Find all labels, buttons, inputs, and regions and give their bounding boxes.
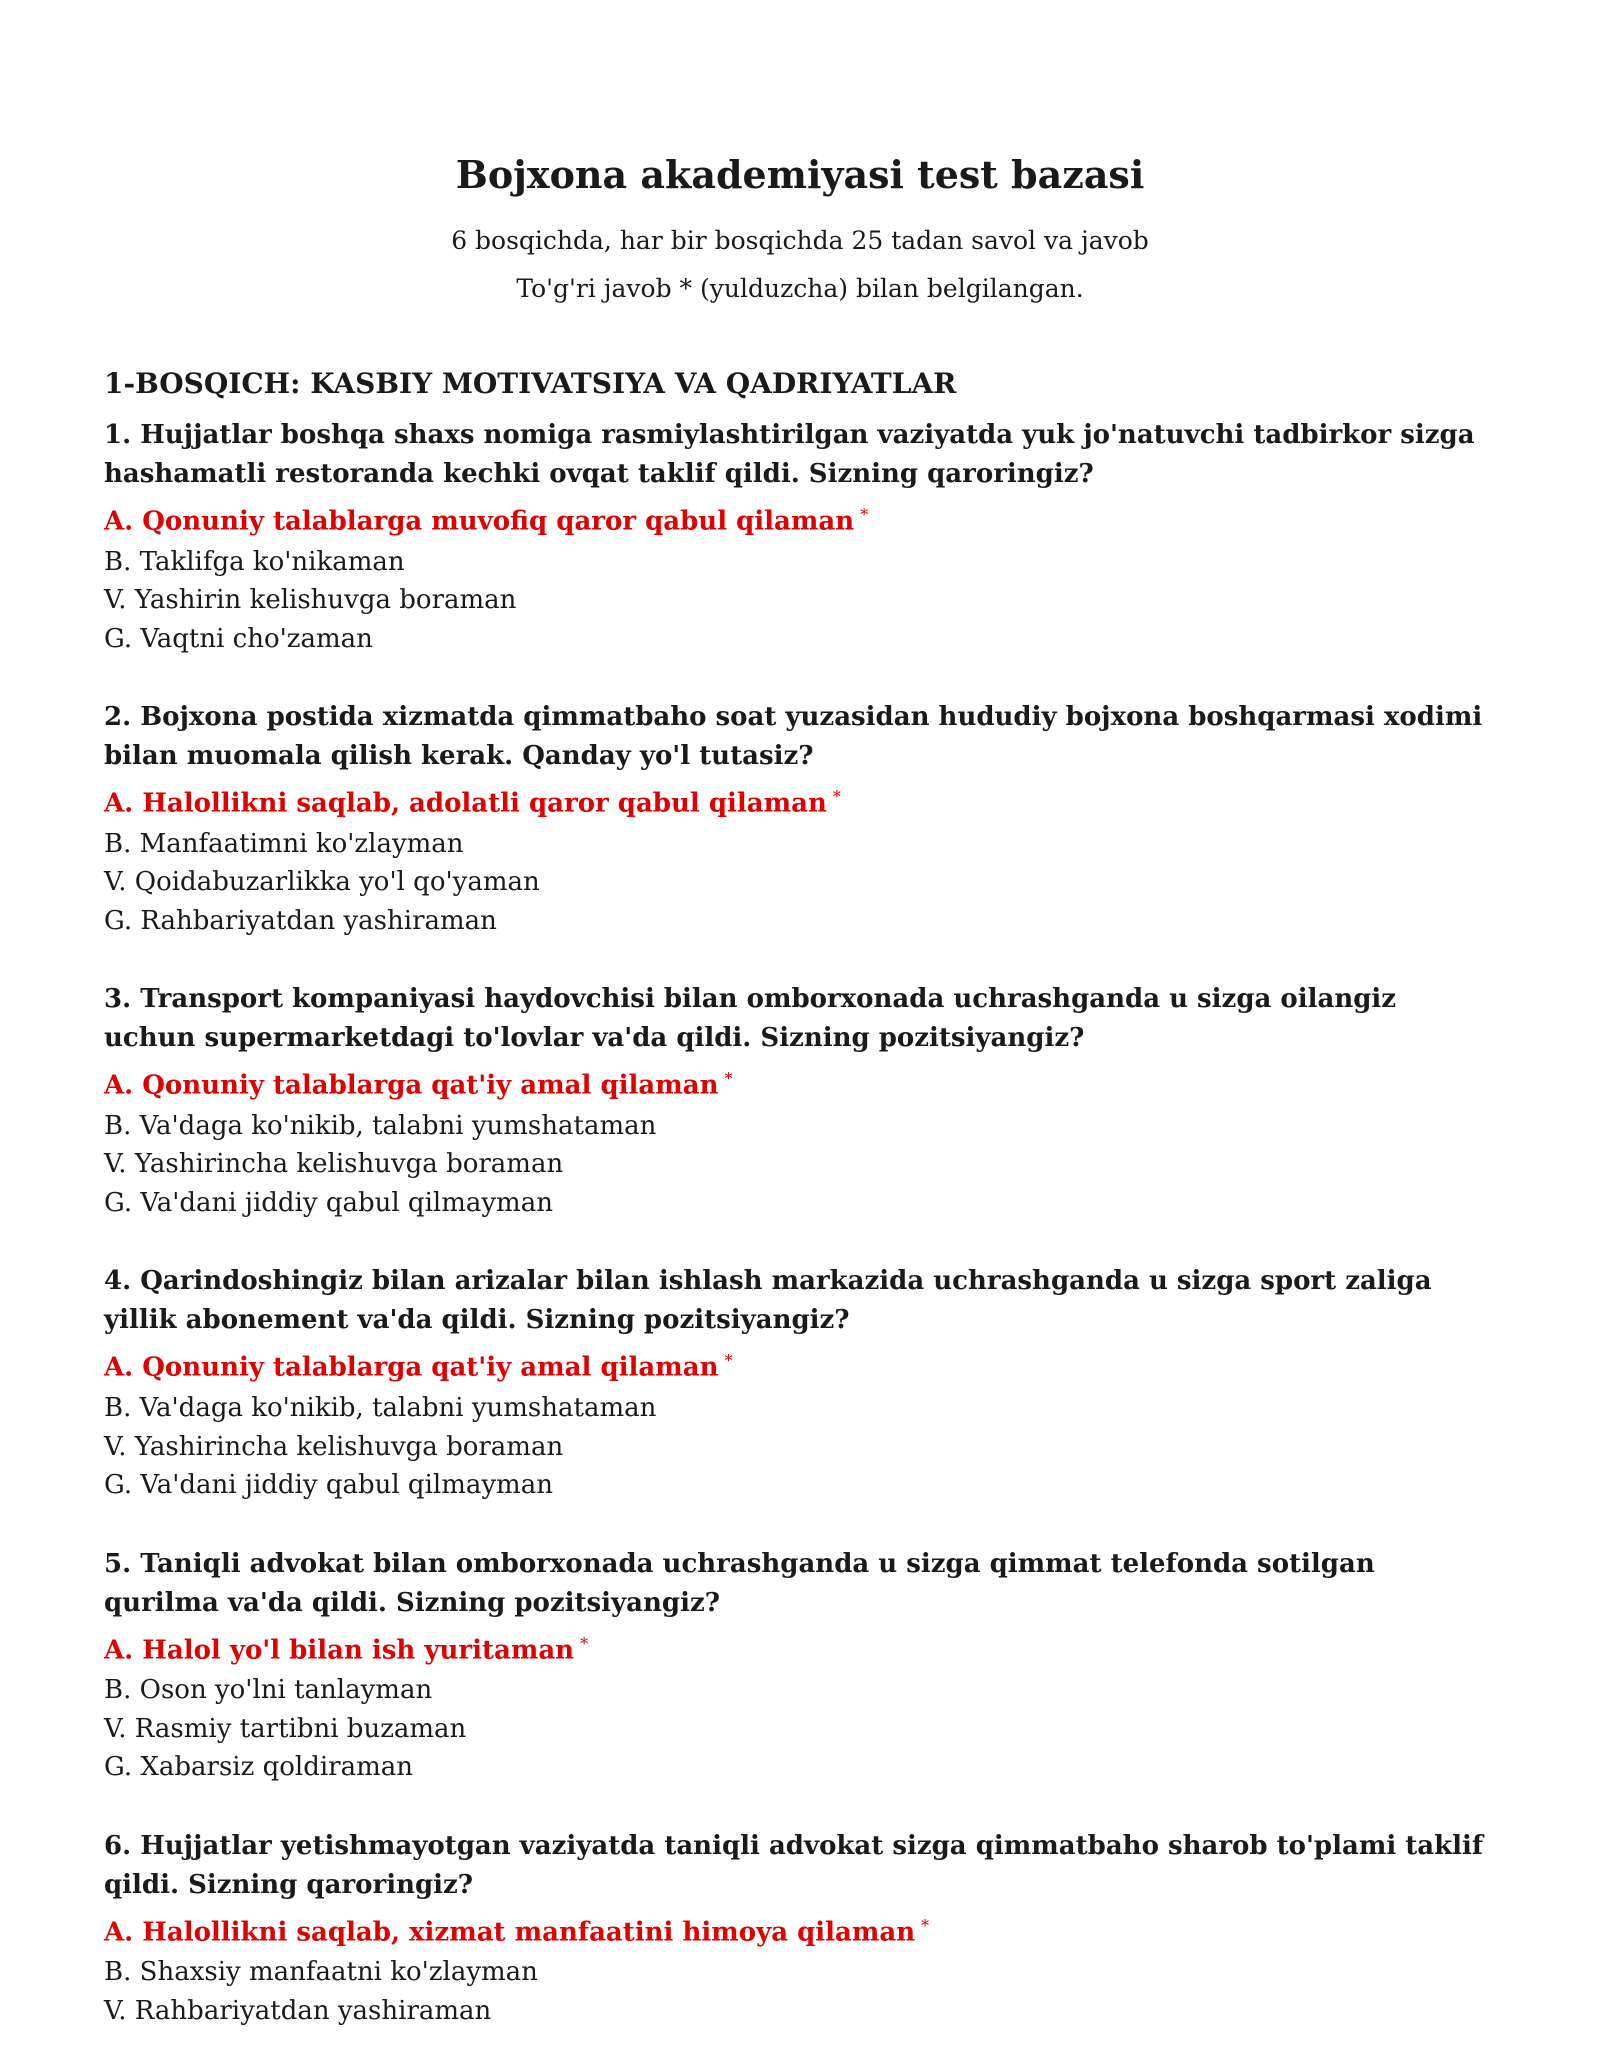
option: V. Yashirin kelishuvga boraman bbox=[104, 585, 517, 616]
option: G. Vaqtni cho'zaman bbox=[104, 623, 373, 654]
correct-option bbox=[104, 494, 1496, 543]
question-text: 3. Transport kompaniyasi haydovchisi bilan omborxonada uchrashganda u sizga oilangiz uchun supermarketdagi to'lovlar va'da qildi. Sizning pozitsiyangiz? bbox=[104, 984, 1397, 1054]
option: V. Qoidabuzarlikka yo'l qo'yaman bbox=[104, 867, 540, 898]
option: V. Yashirincha kelishuvga boraman bbox=[104, 1149, 564, 1180]
correct-option bbox=[104, 1623, 1496, 1672]
question-2 bbox=[104, 698, 1496, 940]
option-label: A. Qonuniy talablarga qat'iy amal qilaman bbox=[104, 1353, 719, 1384]
option: B. Oson yo'lni tanlayman bbox=[104, 1675, 433, 1706]
question-text: 6. Hujjatlar yetishmayotgan vaziyatda taniqli advokat sizga qimmatbaho sharob to'plami taklif qildi. Sizning qaroringiz? bbox=[104, 1830, 1484, 1900]
option: G. Xabarsiz qoldiraman bbox=[104, 1752, 413, 1783]
correct-star-marker: * bbox=[860, 505, 869, 524]
question-text: 5. Taniqli advokat bilan omborxonada uchrashganda u sizga qimmat telefonda sotilgan qurilma va'da qildi. Sizning pozitsiyangiz? bbox=[104, 1548, 1375, 1618]
option: B. Shaxsiy manfaatni ko'zlayman bbox=[104, 1957, 538, 1988]
option-label: A. Halollikni saqlab, xizmat manfaatini himoya qilaman bbox=[104, 1917, 916, 1948]
option: V. Rasmiy tartibni buzaman bbox=[104, 1713, 467, 1744]
correct-star-marker: * bbox=[832, 787, 841, 807]
question-3 bbox=[104, 980, 1496, 1222]
question-6 bbox=[104, 1827, 1496, 2031]
option-label: A. Qonuniy talablarga qat'iy amal qilaman bbox=[104, 1070, 719, 1101]
correct-star-marker: * bbox=[724, 1069, 733, 1089]
correct-option bbox=[104, 1058, 1496, 1107]
option-label: A. Halollikni saqlab, adolatli qaror qabul qilaman bbox=[104, 788, 827, 819]
question-5 bbox=[104, 1545, 1496, 1787]
option: G. Rahbariyatdan yashiraman bbox=[104, 905, 497, 936]
option: V. Rahbariyatdan yashiraman bbox=[104, 1995, 492, 2026]
document-header bbox=[104, 152, 1496, 306]
correct-star-marker: * bbox=[921, 1915, 930, 1935]
correct-option bbox=[104, 776, 1496, 825]
option: G. Va'dani jiddiy qabul qilmayman bbox=[104, 1187, 553, 1218]
question-text: 2. Bojxona postida xizmatda qimmatbaho soat yuzasidan hududiy bojxona boshqarmasi xodimi bilan muomala qilish kerak. Qanday yo'l tutasiz? bbox=[104, 702, 1483, 772]
question-text: 4. Qarindoshingiz bilan arizalar bilan ishlash markazida uchrashganda u sizga sport zaliga yillik abonement va'da qildi. Sizning pozitsiyangiz? bbox=[104, 1266, 1432, 1336]
option-label: A. Halol yo'l bilan ish yuritaman bbox=[104, 1635, 575, 1666]
option: V. Yashirincha kelishuvga boraman bbox=[104, 1431, 564, 1462]
option: B. Manfaatimni ko'zlayman bbox=[104, 828, 464, 859]
correct-option bbox=[104, 1340, 1496, 1389]
page-subtitle: 6 bosqichda, har bir bosqichda 25 tadan savol va javob bbox=[451, 226, 1149, 255]
correct-star-marker: * bbox=[580, 1633, 589, 1653]
option-label: A. Qonuniy talablarga muvofiq qaror qabul qilaman bbox=[104, 506, 855, 537]
question-4 bbox=[104, 1262, 1496, 1504]
correct-option bbox=[104, 1905, 1496, 1954]
question-1 bbox=[104, 416, 1496, 658]
page-title: Bojxona akademiyasi test bazasi bbox=[455, 152, 1145, 197]
option: G. Va'dani jiddiy qabul qilmayman bbox=[104, 1470, 553, 1501]
section-title: 1-BOSQICH: KASBIY MOTIVATSIYA VA QADRIYATLAR bbox=[104, 367, 957, 400]
question-list bbox=[104, 416, 1496, 2030]
correct-star-marker: * bbox=[724, 1351, 733, 1371]
option: B. Va'daga ko'nikib, talabni yumshataman bbox=[104, 1110, 657, 1141]
option: B. Taklifga ko'nikaman bbox=[104, 546, 405, 577]
option: B. Va'daga ko'nikib, talabni yumshataman bbox=[104, 1393, 657, 1424]
question-text: 1. Hujjatlar boshqa shaxs nomiga rasmiylashtirilgan vaziyatda yuk jo'natuvchi tadbirkor sizga hashamatli restoranda kechki ovqat taklif qildi. Sizning qaroringiz? bbox=[104, 420, 1475, 489]
answer-key-note: To'g'ri javob * (yulduzcha) bilan belgilangan. bbox=[516, 274, 1084, 303]
